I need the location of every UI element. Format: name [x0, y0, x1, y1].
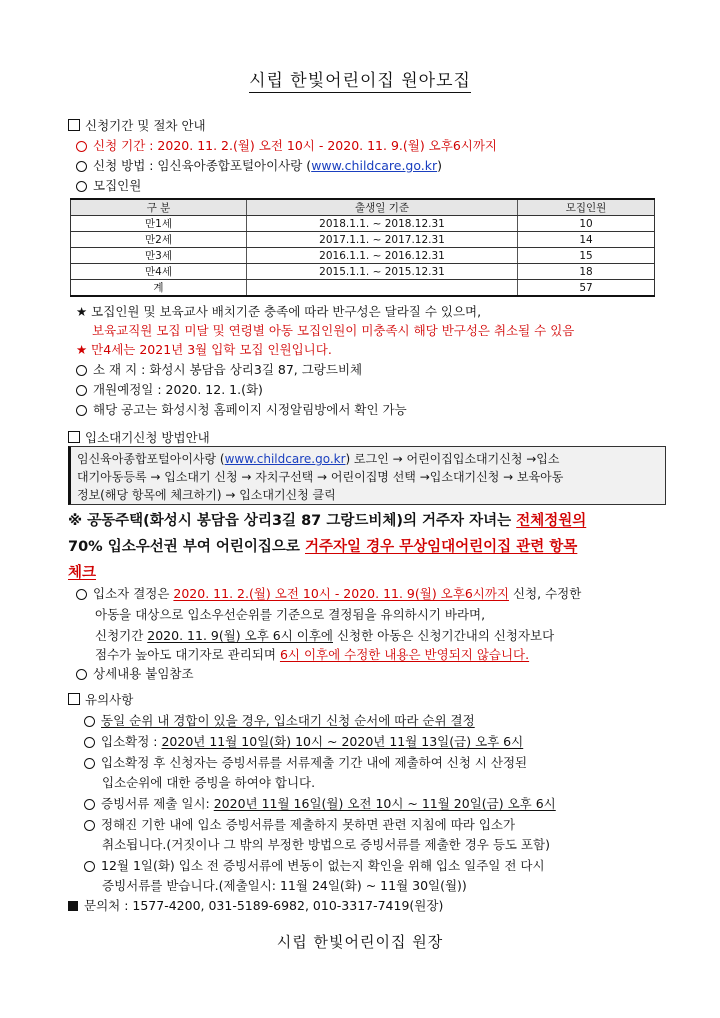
table-header: 출생일 기준 [247, 199, 518, 216]
decision-line-1: 입소자 결정은 2020. 11. 2.(월) 오전 10시 - 2020. 11. 9(월) 오후6시까지 신청, 수정한 [76, 584, 581, 602]
note-age4: ★ 만4세는 2021년 3월 입학 모집 인원입니다. [76, 342, 332, 357]
priority-notice: ※ 공동주택(화성시 봉담읍 상리3길 87 그랑드비체)의 거주자 자녀는 전체정원의 70% 입소우선권 부여 어린이집으로 거주자일 경우 무상임대어린이집 관련 항목 체크 [68, 513, 587, 581]
circle-bullet-icon [76, 405, 87, 416]
table-cell: 18 [518, 264, 655, 280]
caution-item-cont: 증빙서류를 받습니다.(제출일시: 11월 24일(화) ~ 11월 30일(월)) [102, 878, 467, 893]
checkbox-square-icon [68, 693, 80, 705]
table-header-row [71, 199, 655, 216]
table-row [71, 248, 655, 264]
table-cell [247, 280, 518, 297]
recruit-label: 모집인원 [76, 176, 141, 194]
decision-line-4: 점수가 높아도 대기자로 관리되며 6시 이후에 수정한 내용은 반영되지 않습니다. [95, 647, 530, 662]
caution-item: 동일 순위 내 경합이 있을 경우, 입소대기 신청 순서에 따라 순위 결정 [84, 711, 475, 729]
table-cell: 14 [518, 232, 655, 248]
circle-bullet-icon [84, 737, 95, 748]
detail-reference: 상세내용 붙임참조 [76, 664, 194, 682]
circle-bullet-icon [84, 861, 95, 872]
table-row [71, 264, 655, 280]
table-row [71, 216, 655, 232]
table-total-row [71, 280, 655, 297]
table-cell: 2017.1.1. ~ 2017.12.31 [247, 232, 518, 248]
decision-line-2: 아동을 대상으로 입소우선순위를 기준으로 결정됨을 유의하시기 바라며, [95, 607, 486, 622]
table-cell: 10 [518, 216, 655, 232]
circle-bullet-icon [84, 716, 95, 727]
section-heading-cautions: 유의사항 [68, 690, 133, 708]
circle-bullet-icon [76, 181, 87, 192]
caution-item: 입소확정 후 신청자는 증빙서류를 서류제출 기간 내에 제출하여 신청 시 산정된 [84, 753, 527, 771]
recruit-table [70, 198, 655, 297]
table-header: 모집인원 [518, 199, 655, 216]
table-cell: 만2세 [71, 232, 247, 248]
section-heading-application: 신청기간 및 절차 안내 [68, 116, 206, 134]
notice-location: 해당 공고는 화성시청 홈페이지 시정알림방에서 확인 가능 [76, 400, 407, 418]
childcare-link[interactable]: www.childcare.go.kr [224, 452, 346, 466]
signature: 시립 한빛어린이집 원장 [276, 933, 444, 951]
contact: 문의처 : 1577-4200, 031-5189-6982, 010-3317-7419(원장) [68, 896, 443, 914]
circle-bullet-icon [84, 799, 95, 810]
caution-item: 입소확정 : 2020년 11월 10일(화) 10시 ~ 2020년 11월 13일(금) 오후 6시 [84, 732, 523, 750]
table-cell: 만3세 [71, 248, 247, 264]
application-method: 신청 방법 : 임신육아종합포털아이사랑 (www.childcare.go.kr) [76, 156, 442, 174]
caution-item-cont: 입소순위에 대한 증빙을 하여야 합니다. [102, 775, 316, 790]
address: 소 재 지 : 화성시 봉담읍 상리3길 87, 그랑드비체 [76, 360, 362, 378]
table-cell: 계 [71, 280, 247, 297]
table-cell: 만1세 [71, 216, 247, 232]
decision-line-3: 신청기간 2020. 11. 9(월) 오후 6시 이후에 신청한 아동은 신청기간내의 신청자보다 [95, 628, 555, 643]
table-row [71, 232, 655, 248]
table-cell: 2015.1.1. ~ 2015.12.31 [247, 264, 518, 280]
circle-bullet-icon [76, 365, 87, 376]
note-class-composition: ★ 모집인원 및 보육교사 배치기준 충족에 따라 반구성은 달라질 수 있으며, [76, 304, 482, 319]
caution-item: 12월 1일(화) 입소 전 증빙서류에 변동이 없는지 확인을 위해 입소 일주일 전 다시 [84, 856, 545, 874]
section-heading-waitlist: 입소대기신청 방법안내 [68, 428, 210, 446]
application-period: 신청 기간 : 2020. 11. 2.(월) 오전 10시 - 2020. 11. 9.(월) 오후6시까지 [76, 136, 497, 154]
page-title: 시립 한빛어린이집 원아모집 [249, 71, 471, 91]
table-cell: 15 [518, 248, 655, 264]
open-date: 개원예정일 : 2020. 12. 1.(화) [76, 380, 263, 398]
circle-bullet-icon [76, 385, 87, 396]
checkbox-square-icon [68, 431, 80, 443]
table-cell: 만4세 [71, 264, 247, 280]
table-cell: 2016.1.1. ~ 2016.12.31 [247, 248, 518, 264]
circle-bullet-icon [76, 589, 87, 600]
circle-bullet-icon [76, 161, 87, 172]
circle-bullet-icon [84, 820, 95, 831]
table-cell: 57 [518, 280, 655, 297]
table-cell: 2018.1.1. ~ 2018.12.31 [247, 216, 518, 232]
circle-bullet-icon [76, 141, 87, 152]
circle-bullet-icon [84, 758, 95, 769]
caution-item: 정해진 기한 내에 입소 증빙서류를 제출하지 못하면 관련 지침에 따라 입소가 [84, 815, 515, 833]
square-bullet-icon [68, 901, 78, 911]
childcare-link[interactable]: www.childcare.go.kr [311, 158, 438, 173]
circle-bullet-icon [76, 669, 87, 680]
note-cancellation: 보육교직원 모집 미달 및 연령별 아동 모집인원이 미충족시 해당 반구성은 취소될 수 있음 [92, 323, 575, 338]
caution-item: 증빙서류 제출 일시: 2020년 11월 16일(월) 오전 10시 ~ 11월 20일(금) 오후 6시 [84, 794, 556, 812]
table-header: 구 분 [71, 199, 247, 216]
caution-item-cont: 취소됩니다.(거짓이나 그 밖의 부정한 방법으로 증빙서류를 제출한 경우 등도 포함) [102, 837, 550, 852]
waitlist-steps-box: 임신육아종합포털아이사랑 (www.childcare.go.kr) 로그인 → 어린이집입소대기신청 →입소 대기아동등록 → 입소대기 신청 → 자치구선택 → 어린이집명 선택 →입소대기신청 → 보육아동 정보(해당 항목에 체크하기) → 입소대기신청 클릭 [68, 446, 666, 505]
checkbox-square-icon [68, 119, 80, 131]
